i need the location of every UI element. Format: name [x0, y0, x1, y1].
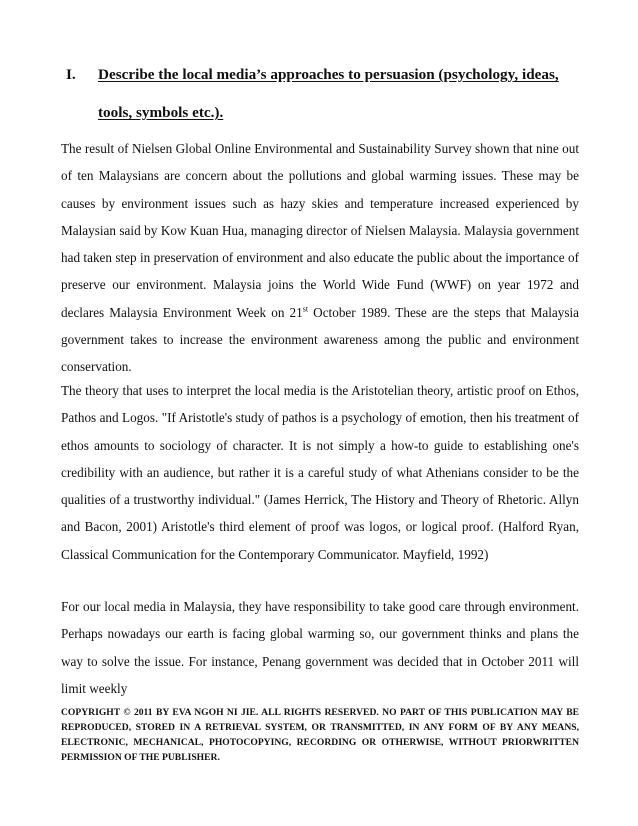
- paragraph-3: For our local media in Malaysia, they have responsibility to take good care through environment. Perhaps nowadays our earth is facing global warming so, our government thinks and plans the way to solve the issue. For instance, Penang government was decided that in October 2011 will limit weekly: [61, 599, 579, 696]
- ordinal-suffix: st: [302, 304, 309, 314]
- section-heading: [66, 56, 596, 132]
- section-number: I.: [66, 66, 76, 83]
- paragraph-1-part-a: The result of Nielsen Global Online Environmental and Sustainability Survey shown that nine out of ten Malaysians are concern about the pollutions and global warming issues. These may be causes by environment issues such as hazy skies and temperature increased experienced by Malaysian said by Kow Kuan Hua, managing director of Nielsen Malaysia. Malaysia government had taken step in preservation of environment and also educate the public about the importance of preserve our environment. Malaysia joins the World Wide Fund (WWF) on year 1972 and declares Malaysia Environment Week on 21: [61, 141, 579, 320]
- section-title: Describe the local media’s approaches to persuasion (psychology, ideas, tools, symbols etc.).: [98, 66, 559, 121]
- paragraph-1: [61, 135, 579, 381]
- paragraph-2: The theory that uses to interpret the local media is the Aristotelian theory, artistic proof on Ethos, Pathos and Logos. "If Aristotle's study of pathos is a psychology of emotion, then his treatment of ethos amounts to sociology of character. It is not simply a how-to guide to establishing one's credibility with an audience, but rather it is a careful study of what Athenians consider to be the qualities of a trustworthy individual." (James Herrick, The History and Theory of Rhetoric. Allyn and Bacon, 2001) Aristotle's third element of proof was logos, or logical proof. (Halford Ryan, Classical Communication for the Contemporary Communicator. Mayfield, 1992): [61, 383, 579, 562]
- copyright-footer: COPYRIGHT © 2011 BY EVA NGOH NI JIE. ALL RIGHTS RESERVED. NO PART OF THIS PUBLICATION MAY BE REPRODUCED, STORED IN A RETRIEVAL SYSTEM, OR TRANSMITTED, IN ANY FORM OF BY ANY MEANS, ELECTRONIC, MECHANICAL, PHOTOCOPYING, RECORDING OR OTHERWISE, WITHOUT PRIORWRITTEN PERMISSION OF THE PUBLISHER.: [61, 707, 579, 763]
- paragraph-1-part-b: October 1989. These are the steps that Malaysia government takes to increase the environment awareness among the public and environment conservation.: [61, 304, 579, 375]
